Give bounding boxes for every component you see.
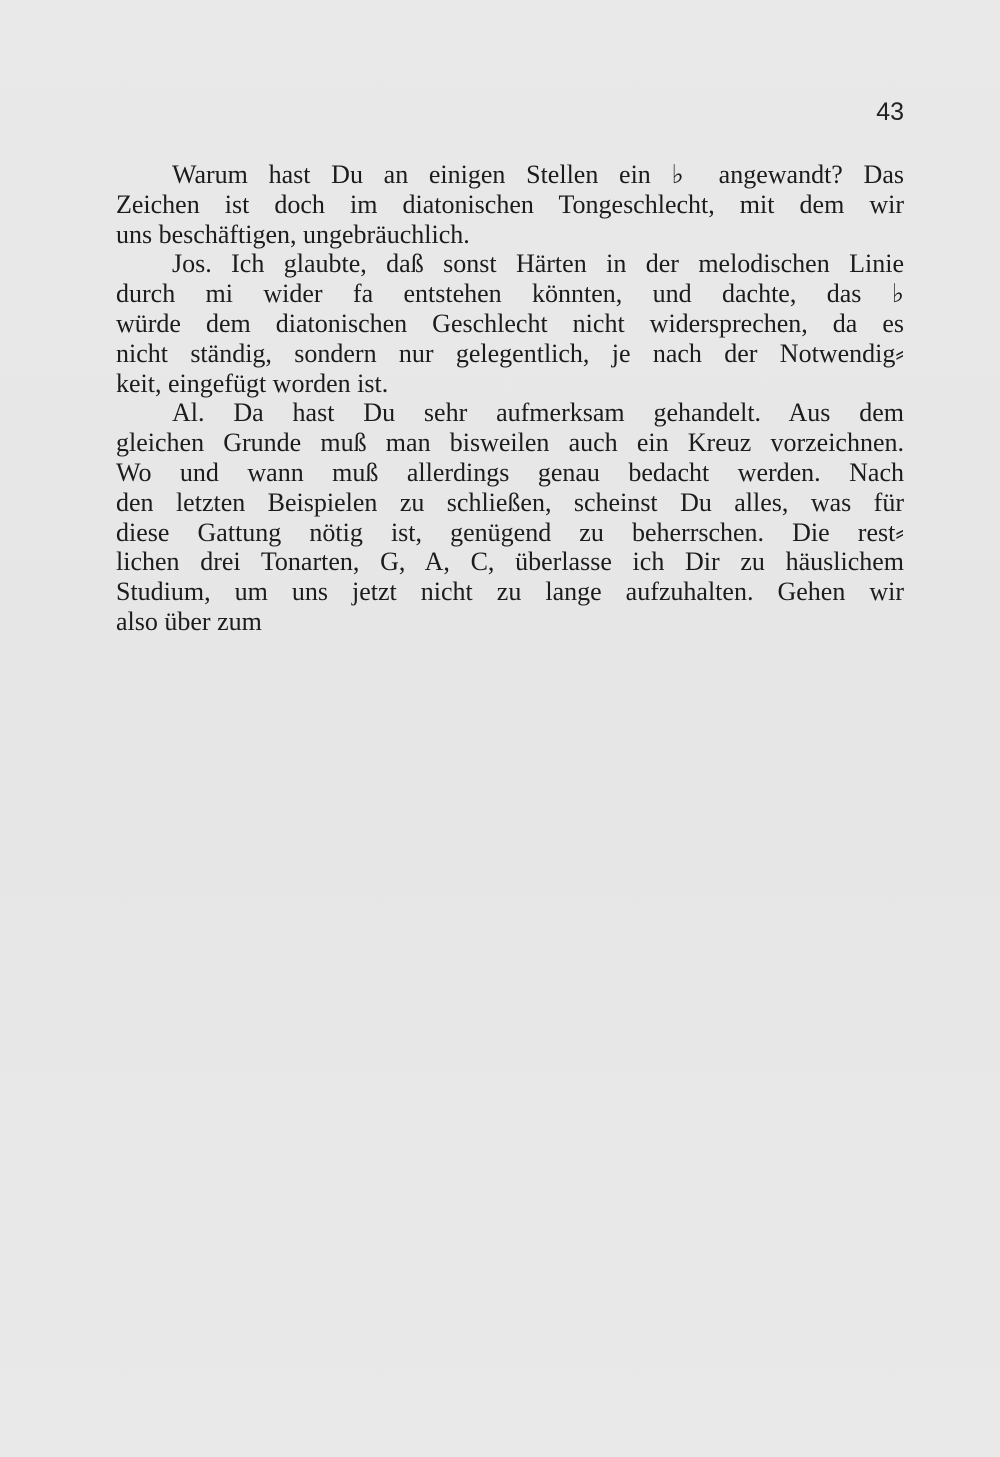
text-line: diese Gattung nötig ist, genügend zu beherrschen. Die rest⸗	[116, 517, 904, 547]
paragraph-question	[116, 160, 904, 249]
text-line: würde dem diatonischen Geschlecht nicht widersprechen, da es	[116, 308, 904, 338]
text-line: Jos. Ich glaubte, daß sonst Härten in der melodischen Linie	[172, 249, 904, 279]
paragraph-jos	[116, 249, 904, 398]
text-line: Studium, um uns jetzt nicht zu lange aufzuhalten. Gehen wir	[116, 577, 904, 607]
text-line: uns beschäftigen, ungebräuchlich.	[116, 219, 470, 249]
text-line: durch mi wider fa entstehen könnten, und dachte, das ♭	[116, 279, 904, 309]
text-line: Wo und wann muß allerdings genau bedacht werden. Nach	[116, 457, 904, 487]
text-line: den letzten Beispielen zu schließen, scheinst Du alles, was für	[116, 487, 904, 517]
text-line: Al. Da hast Du sehr aufmerksam gehandelt. Aus dem	[172, 398, 904, 428]
text-line: Zeichen ist doch im diatonischen Tongeschlecht, mit dem wir	[116, 189, 904, 219]
text-line: gleichen Grunde muß man bisweilen auch ein Kreuz vorzeichnen.	[116, 428, 904, 458]
page-number: 43	[876, 98, 904, 126]
text-line: also über zum	[116, 606, 262, 636]
text-line: nicht ständig, sondern nur gelegentlich, je nach der Notwendig⸗	[116, 338, 904, 368]
paragraph-al	[116, 398, 904, 636]
body-text	[116, 160, 904, 637]
text-line: Warum hast Du an einigen Stellen ein ♭ angewandt? Das	[172, 160, 904, 189]
text-line: keit, eingefügt worden ist.	[116, 368, 389, 398]
text-line: lichen drei Tonarten, G, A, C, überlasse ich Dir zu häuslichem	[116, 547, 904, 577]
